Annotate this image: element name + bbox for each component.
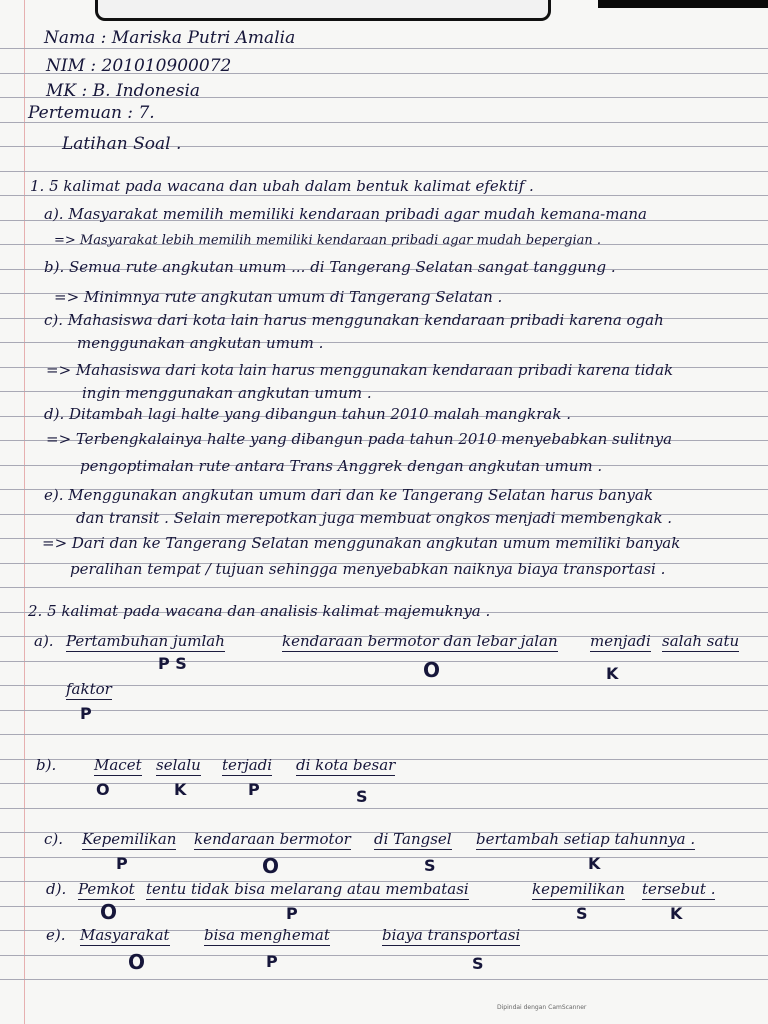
s2-d-label: d). [46,880,67,898]
s2-d-mark-1: O [100,900,118,924]
page-title: Latihan Soal . [62,134,182,154]
s2-d-word-2: tentu tidak bisa melarang atau membatasi [146,880,469,898]
binder-edge [598,0,768,8]
s2-b-word-3: terjadi [222,756,273,774]
s2-c-word-1: Kepemilikan [82,830,177,848]
s2-d-mark-4: K [670,904,683,923]
s1-d-answer-1: => Terbengkalainya halte yang dibangun pada tahun 2010 menyebabkan sulitnya [46,430,673,448]
ruled-line [0,808,768,809]
s2-e-word-3: biaya transportasi [382,926,521,944]
nim-line: NIM : 201010900072 [46,56,232,76]
s2-b-mark-3: P [248,780,260,799]
ruled-line [0,171,768,172]
s2-a-word-3: menjadi [590,632,651,650]
section1-heading: 1. 5 kalimat pada wacana dan ubah dalam bentuk kalimat efektif . [30,177,534,195]
s1-a-answer: => Masyarakat lebih memilih memiliki kendaraan pribadi agar mudah bepergian . [54,233,602,248]
s2-c-label: c). [44,830,64,848]
s2-b-word-2: selalu [156,756,201,774]
s2-a-label: a). [34,632,54,650]
s2-c-word-2: kendaraan bermotor [194,830,351,848]
ruled-line [0,587,768,588]
s1-b-answer: => Minimnya rute angkutan umum di Tangerang Selatan . [54,288,503,306]
ruled-line [0,685,768,686]
s1-c-question-2: menggunakan angkutan umum . [77,334,324,352]
s2-c-mark-4: K [588,854,601,873]
s2-d-word-3: kepemilikan [532,880,625,898]
s1-d-question: d). Ditambah lagi halte yang dibangun tahun 2010 malah mangkrak . [44,405,571,423]
s2-d-word-4: tersebut . [642,880,716,898]
course-line: MK : B. Indonesia [46,81,201,101]
s1-c-answer-2: ingin menggunakan angkutan umum . [82,384,372,402]
section2-heading: 2. 5 kalimat pada wacana dan analisis kalimat majemuknya . [28,602,491,620]
s2-a-mark-1: P S [158,654,187,673]
s2-b-word-1: Macet [94,756,142,774]
s2-b-mark-4: S [356,787,368,806]
s2-d-word-1: Pemkot [78,880,135,898]
s1-b-question: b). Semua rute angkutan umum ... di Tangerang Selatan sangat tanggung . [44,258,616,276]
s2-e-word-2: bisa menghemat [204,926,330,944]
s1-e-answer-1: => Dari dan ke Tangerang Selatan menggunakan angkutan umum memiliki banyak [42,534,681,552]
scanner-watermark: Dipindai dengan CamScanner [497,1004,587,1011]
s2-c-mark-1: P [116,854,128,873]
ruled-line [0,661,768,662]
s2-d-mark-3: S [576,904,588,923]
s2-a-mark-2: O [423,658,441,682]
meeting-line: Pertemuan : 7. [28,103,155,123]
ruled-line [0,734,768,735]
s2-b-mark-1: O [96,780,110,799]
s2-e-label: e). [46,926,66,944]
ruled-line [0,48,768,49]
binder-clip [95,0,551,21]
ruled-line [0,783,768,784]
s2-b-word-4: di kota besar [296,756,396,774]
s1-e-question-1: e). Menggunakan angkutan umum dari dan ke Tangerang Selatan harus banyak [44,486,653,504]
s2-e-mark-3: S [472,954,484,973]
s2-e-mark-1: O [128,950,146,974]
name-line: Nama : Mariska Putri Amalia [44,28,296,48]
s2-b-mark-2: K [174,780,187,799]
s2-a-word-1: Pertambuhan jumlah [66,632,225,650]
s1-e-answer-2: peralihan tempat / tujuan sehingga menyebabkan naiknya biaya transportasi . [70,560,666,578]
s1-e-question-2: dan transit . Selain merepotkan juga membuat ongkos menjadi membengkak . [76,509,673,527]
s1-c-answer-1: => Mahasiswa dari kota lain harus menggunakan kendaraan pribadi karena tidak [46,361,674,379]
s2-b-label: b). [36,756,57,774]
s2-a-mark-4: P [80,704,92,723]
s2-c-mark-3: S [424,856,436,875]
s1-a-question: a). Masyarakat memilih memiliki kendaraan pribadi agar mudah kemana-mana [44,205,648,223]
ruled-line [0,955,768,956]
s2-e-word-1: Masyarakat [80,926,170,944]
s2-c-mark-2: O [262,854,280,878]
s2-d-mark-2: P [286,904,298,923]
s1-c-question-1: c). Mahasiswa dari kota lain harus menggunakan kendaraan pribadi karena ogah [44,311,664,329]
s1-d-answer-2: pengoptimalan rute antara Trans Anggrek dengan angkutan umum . [80,457,603,475]
ruled-line [0,979,768,980]
s2-a-continuation: faktor [66,680,112,698]
ruled-line [0,195,768,196]
s2-e-mark-2: P [266,952,278,971]
ruled-line [0,710,768,711]
s2-a-word-2: kendaraan bermotor dan lebar jalan [282,632,558,650]
s2-c-word-4: bertambah setiap tahunnya . [476,830,696,848]
s2-a-word-4: salah satu [662,632,740,650]
s2-a-mark-3: K [606,664,619,683]
s2-c-word-3: di Tangsel [374,830,452,848]
